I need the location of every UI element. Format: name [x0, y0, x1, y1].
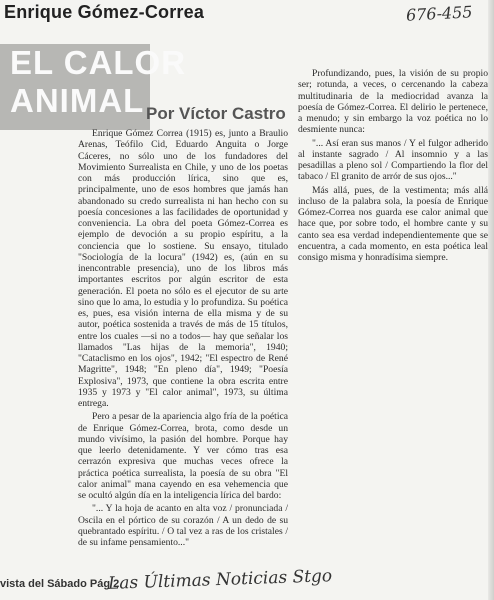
handwritten-source: Las Últimas Noticias Stgo: [107, 566, 333, 594]
article-column-left: [78, 128, 288, 548]
paragraph: Pero a pesar de la apariencia algo fría de la poética de Enrique Gómez-Correa, brota, como desde un mundo vivísimo, la pasión del hombre. Porque hay que leerlo detenidamente. Y ver cómo tras esa cerrazón expresiva que muchas veces ofrece la práctica poética surrealista, la poesía de su obra "El calor animal" mana cayendo en esa vehemencia que se ocultó algún día en la inteligencia lírica del bardo:: [78, 411, 288, 501]
paragraph: Enrique Gómez Correa (1915) es, junto a Braulio Arenas, Teófilo Cid, Eduardo Anguita o Jorge Cáceres, no sólo uno de los fundadores del Movimiento Surrealista en Chile, y uno de los poetas con más producción lírica, sino que es, principalmente, uno de esos hombres que jamás han abandonado su credo surrealista ni han hecho con su poesía concesiones a las facilidades de oportunidad y conveniencia. La obra del poeta Gómez-Correa es ejemplo de devoción a su propio espíritu, a la conciencia que lo sostiene. Su ensayo, titulado "Sociología de la locura" (1942) es, (aún en su inencontrable presencia), uno de los libros más importantes escritos por algún escritor de esta generación. El poeta no sólo es el ejecutor de su arte sino que lo ama, lo estudia y lo profundiza. Su poética es, pues, esa visión interna de ella misma y de su autor, poética sostenida a través de más de 15 títulos, entre los cuales —si no a todos— hay que señalar los llamados "Las hijas de la memoria", 1940; "Cataclismo en los ojos", 1942; "El espectro de René Magritte", 1948; "En pleno día", 1949; "Poesía Explosiva", 1973, que contiene la obra escrita entre 1935 y 1973 y "El calor animal", 1973, su última entrega.: [78, 128, 288, 409]
title-line-2: ANIMAL: [10, 82, 145, 119]
page-label: vista del Sábado Pág 2: [0, 578, 120, 590]
footer: [0, 566, 494, 596]
article-column-right: [298, 68, 488, 263]
handwritten-reference: 676-455: [405, 2, 473, 25]
paragraph: Más allá, pues, de la vestimenta; más allá incluso de la palabra sola, la poesía de Enrique Gómez-Correa nos guarda ese calor animal que hace que, por sobre todo, el hombre cante y su canto sea esa verdad independientemente que se encuentra, a cada momento, en esta poética leal consigo misma y honradísima siempre.: [298, 184, 488, 263]
byline: Por Víctor Castro: [146, 104, 286, 123]
quote-paragraph: "... Así eran sus manos / Y el fulgor adherido al instante sagrado / Al insomnio y a las pesadillas a pleno sol / Compartiendo la flor del tabaco / El granito de arrór de sus ojos...": [298, 137, 488, 183]
author-name-header: Enrique Gómez-Correa: [4, 2, 205, 22]
article-title: [0, 44, 187, 130]
paragraph: Profundizando, pues, la visión de su propio ser; rotunda, a veces, o cercenando la cabeza multitudinaria de la mediocridad avanza la poesía de Gómez-Correa. El delirio le pertenece, a menudo; y sin embargo la voz poética no lo desmiente nunca:: [298, 68, 488, 136]
quote-paragraph: "... Y la hoja de acanto en alta voz / pronunciada / Oscila en el pórtico de su corazón / A un dedo de su quebrantado espíritu. / O tal vez a ras de los cristales / de su infame pensamiento...": [78, 503, 288, 548]
title-line-1: EL CALOR: [10, 44, 187, 81]
page-edge-shadow: [488, 0, 494, 600]
